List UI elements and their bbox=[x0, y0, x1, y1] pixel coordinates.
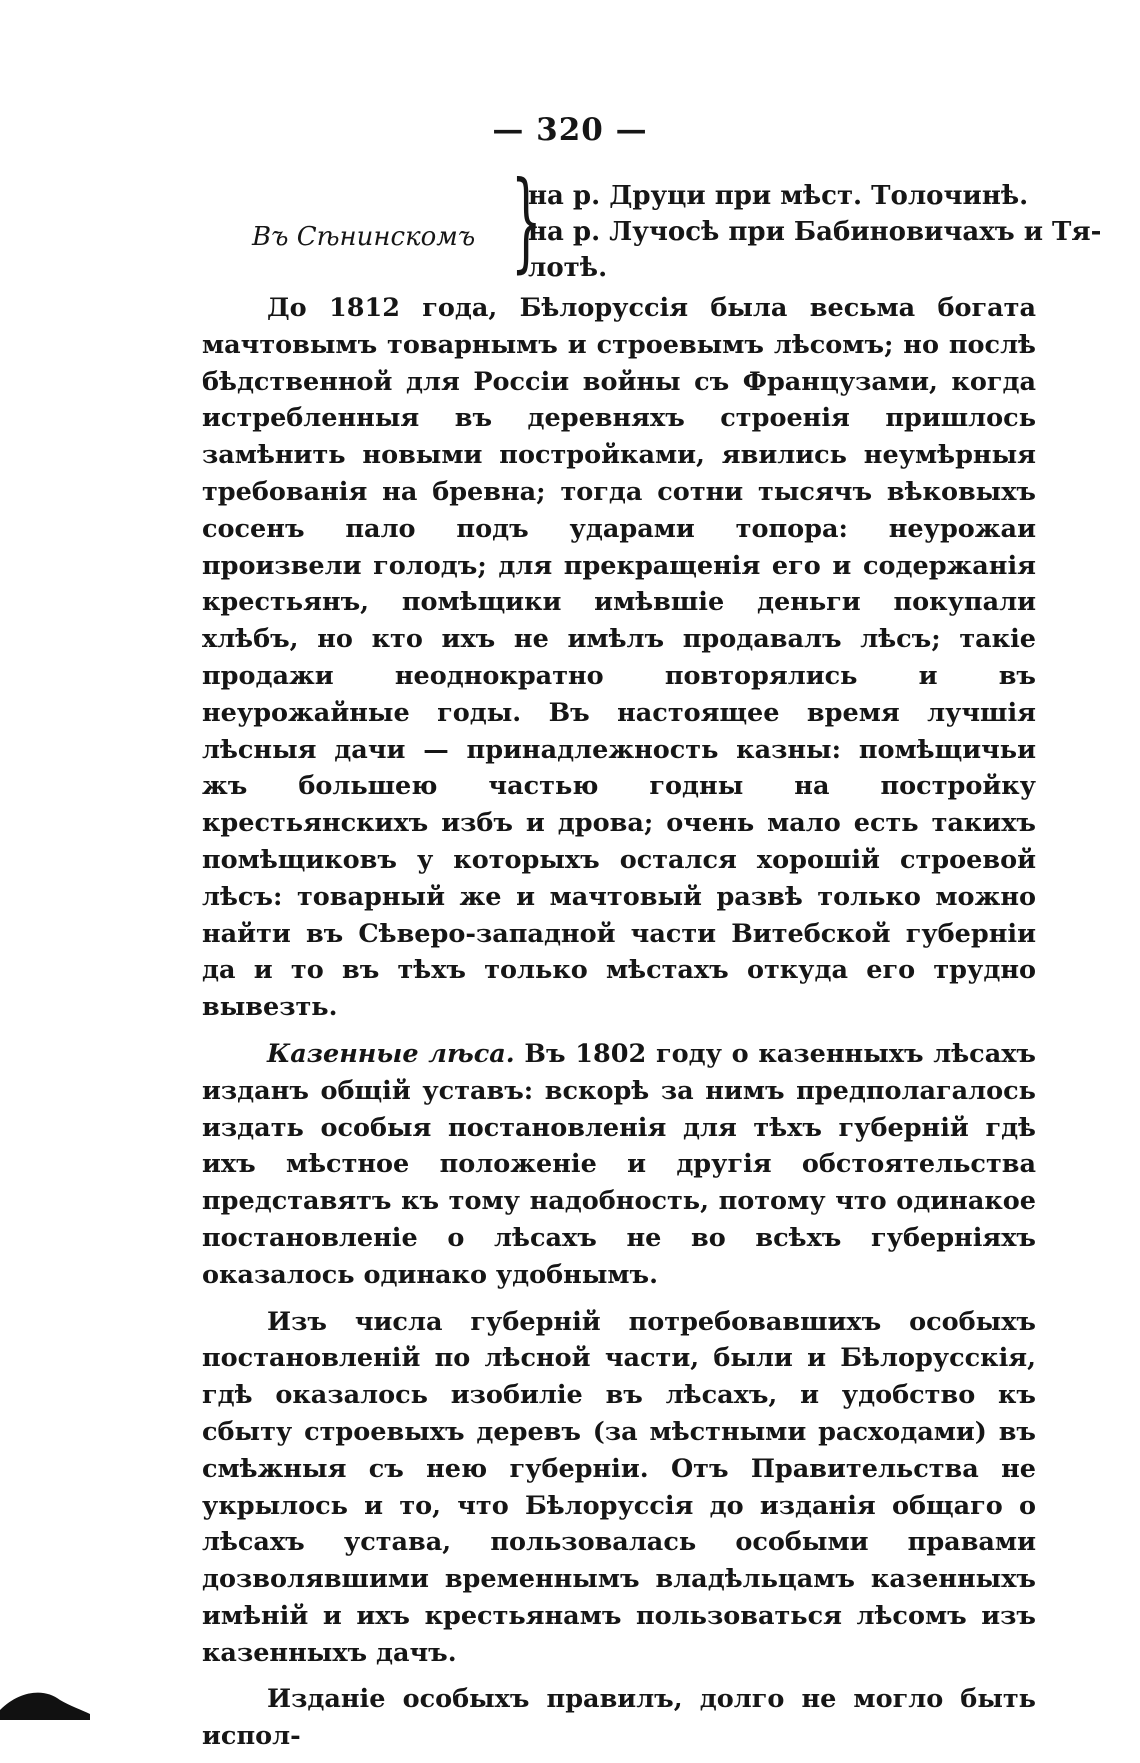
river-line-3: лотѣ. bbox=[528, 253, 608, 283]
paragraph-belarus-forests: До 1812 года, Бѣлоруссія была весьма богата мачтовымъ товарнымъ и строевымъ лѣсомъ; но послѣ бѣдственной для Россіи войны съ Французами, когда истребленныя въ деревняхъ строенія пришлось замѣнить новыми постройками, явились неумѣрныя требованія на бревна; тогда сотни тысячъ вѣковыхъ сосенъ пало подъ ударами топора: неурожаи произвели голодъ; для прекращенія его и содержанія крестьянъ, помѣщики имѣвшіе деньги покупали хлѣбъ, но кто ихъ не имѣлъ продавалъ лѣсъ; такіе продажи неоднократно повторялись и въ неурожайные годы. Въ настоящее время лучшія лѣсныя дачи — принадлежность казны: помѣщичьи жъ большею частью годны на постройку крестьянскихъ избъ и дрова; очень мало есть такихъ помѣщиковъ у которыхъ остался хорошій строевой лѣсъ: товарный же и мачтовый развѣ только можно найти въ Сѣверо-западной части Витебской губерніи да и то въ тѣхъ только мѣстахъ откуда его трудно вывезть. bbox=[202, 293, 1036, 1023]
district-label: Въ Сѣнинскомъ bbox=[252, 222, 476, 252]
ink-blot-icon bbox=[0, 1680, 90, 1720]
river-list bbox=[528, 178, 1102, 286]
main-text bbox=[202, 290, 1036, 1763]
paragraph-state-forests bbox=[202, 1036, 1036, 1294]
paragraph-special-rules-continued: Изданіе особыхъ правилъ, долго не могло быть испол- bbox=[202, 1684, 1036, 1752]
paragraph-special-regulations: Изъ числа губерній потребовавшихъ особыхъ постановленій по лѣсной части, были и Бѣлорусскія, гдѣ оказалось изобиліе въ лѣсахъ, и удобство къ сбыту строевыхъ деревъ (за мѣстными расходами) въ смѣжныя съ нею губерніи. Отъ Правительства не укрылось и то, что Бѣлоруссія до изданія общаго о лѣсахъ устава, пользовалась особыми правами дозволявшими временнымъ владѣльцамъ казенныхъ имѣній и ихъ крестьянамъ пользоваться лѣсомъ изъ казенныхъ дачъ. bbox=[202, 1306, 1036, 1668]
river-heading-block bbox=[200, 159, 1102, 288]
river-line-2: на р. Лучосѣ при Бабиновичахъ и Тя- bbox=[528, 217, 1102, 247]
state-forests-heading: Казенные лѣса. bbox=[267, 1038, 515, 1069]
page-number: — 320 — bbox=[492, 112, 648, 148]
curly-brace-icon: } bbox=[510, 159, 542, 284]
state-forests-text: Въ 1802 году о казенныхъ лѣсахъ изданъ общій уставъ: вскорѣ за нимъ предполагалось издать особыя постановленія для тѣхъ губерній гдѣ ихъ мѣстное положеніе и другія обстоятельства представятъ къ тому надобность, потому что одинакое постановленіе о лѣсахъ не во всѣхъ губерніяхъ оказалось одинако удобнымъ. bbox=[202, 1038, 1036, 1290]
river-line-1: на р. Друци при мѣст. Толочинѣ. bbox=[528, 181, 1029, 211]
